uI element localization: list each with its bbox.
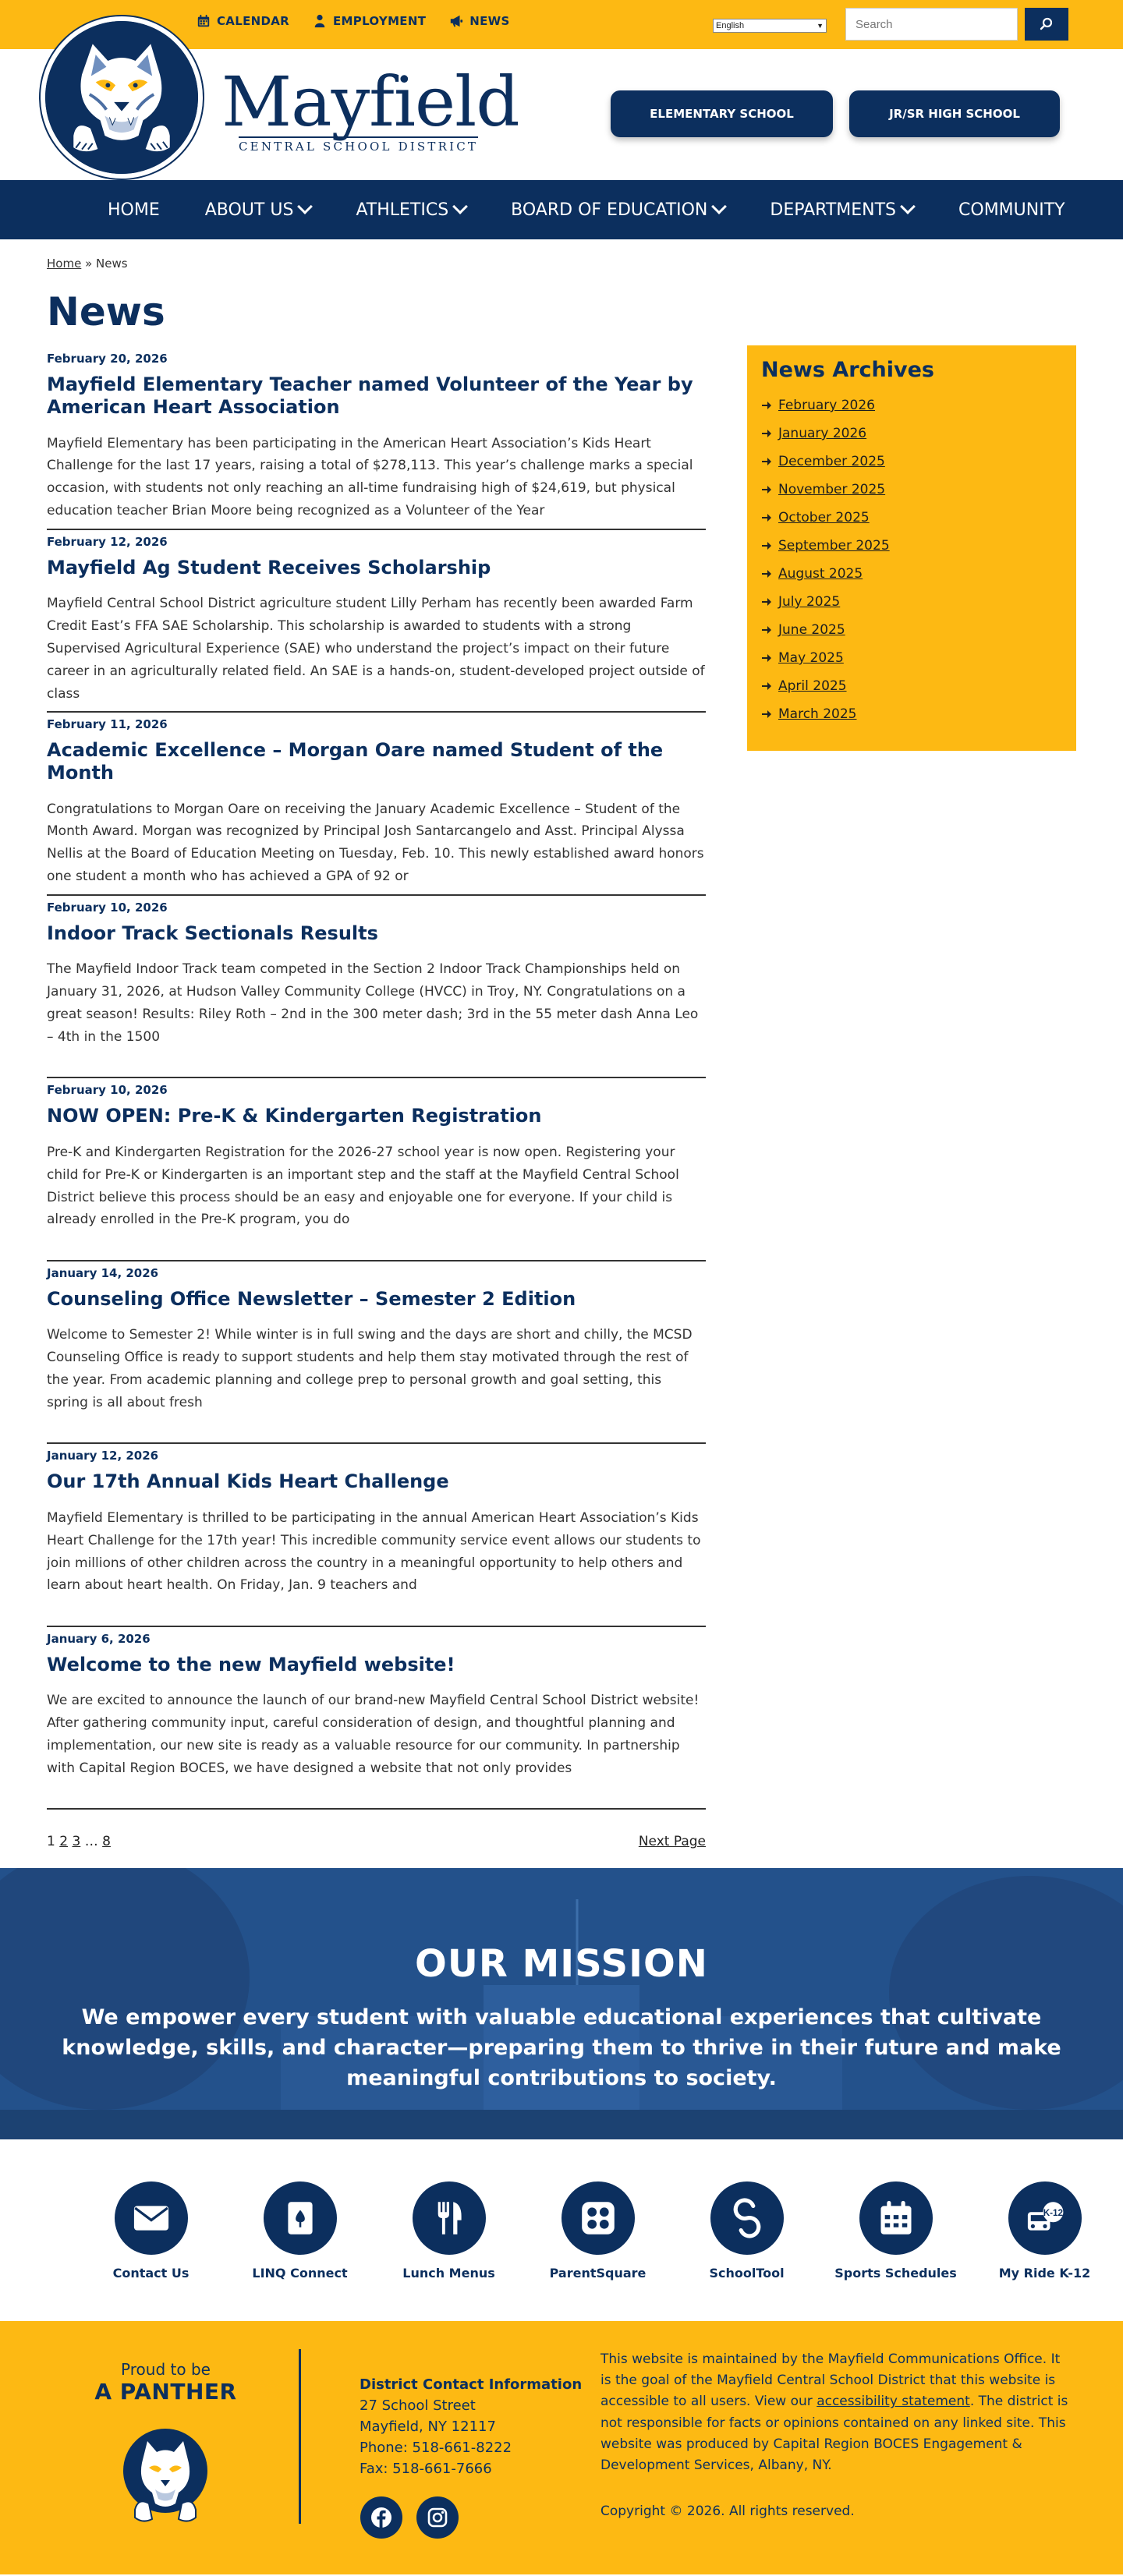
arrow-right-icon	[761, 709, 772, 720]
news-date: January 6, 2026	[47, 1631, 151, 1646]
page-current: 1	[47, 1834, 55, 1849]
schooltool-icon	[727, 2198, 767, 2238]
nav-item-departments[interactable]	[770, 200, 913, 220]
site-footer	[0, 2321, 1123, 2574]
news-excerpt: We are excited to announce the launch of our brand-new Mayfield Central School District website! After gathering community input, careful consideration of design, and thoughtful planning and implementation, our new site is ready as a valuable resource for our community. In partnership with Capital Region BOCES, we have designed a website that not only provides	[47, 1693, 700, 1776]
panther-mascot-icon	[121, 2422, 210, 2532]
nav-item-board-of-education[interactable]	[511, 200, 724, 220]
news-title-link[interactable]: Welcome to the new Mayfield website!	[47, 1653, 455, 1675]
bus-icon	[1025, 2198, 1065, 2238]
news-date: February 10, 2026	[47, 1083, 168, 1097]
quick-link-label: LINQ Connect	[252, 2266, 348, 2281]
quick-link-icon-circle	[710, 2181, 784, 2255]
archive-list	[761, 391, 1062, 728]
contact-heading: District Contact Information	[360, 2376, 583, 2393]
mission-section	[0, 1868, 1123, 2139]
elementary-school-button[interactable]: ELEMENTARY SCHOOL	[611, 90, 833, 137]
news-excerpt: Mayfield Central School District agriculture student Lilly Perham has recently been awarded Farm Credit East’s FFA SAE Scholarship. This scholarship is awarded to students with a strong Supervised Agricultural Experience (SAE) who understand the project’s impact on their future career in an agriculturally related field. An SAE is a hands-on, student-developed project outside of class	[47, 596, 705, 702]
envelope-icon	[131, 2198, 172, 2238]
news-item	[47, 1444, 706, 1627]
news-date: February 10, 2026	[47, 900, 168, 915]
quick-link-sports-schedules[interactable]	[821, 2181, 970, 2321]
quick-link-icon-circle	[115, 2181, 188, 2255]
page-link[interactable]: 2	[59, 1834, 69, 1849]
proud-line: Proud to be	[121, 2360, 211, 2379]
breadcrumb-current: News	[96, 257, 128, 271]
breadcrumb	[47, 257, 128, 271]
news-item	[47, 1078, 706, 1261]
quick-link-lunch-menus[interactable]	[374, 2181, 523, 2321]
linq-card-icon	[280, 2198, 321, 2238]
quick-link-label: Contact Us	[112, 2266, 190, 2281]
top-links	[197, 14, 510, 28]
news-item	[47, 347, 706, 530]
site-header	[0, 49, 1123, 180]
panther-tagline	[47, 2360, 285, 2404]
panther-logo-image	[45, 21, 198, 174]
search-placeholder: Search	[856, 17, 893, 31]
news-date: February 11, 2026	[47, 717, 168, 731]
panther-line: A PANTHER	[94, 2379, 237, 2404]
news-excerpt: Mayfield Elementary is thrilled to be participating in the annual American Heart Association’s Kids Heart Challenge for the 17th year! This incredible community service event allows our students to join millions of other children across the country in a meaningful opportunity to help others and learn about heart health. On Friday, Jan. 9 teachers and	[47, 1509, 701, 1594]
archive-item	[761, 560, 1062, 588]
archive-link[interactable]: January 2026	[778, 426, 867, 441]
archive-item	[761, 588, 1062, 616]
instagram-link[interactable]	[416, 2496, 459, 2539]
news-date: January 14, 2026	[47, 1265, 159, 1280]
calendar-icon	[197, 14, 211, 28]
chevron-down-icon	[711, 199, 727, 214]
news-title-link[interactable]: Mayfield Elementary Teacher named Volunteer of the Year by American Heart Association	[47, 373, 693, 418]
news-archives	[747, 345, 1076, 751]
district-contact	[360, 2374, 582, 2479]
quick-link-parentsquare[interactable]	[523, 2181, 672, 2321]
page-numbers	[47, 1834, 111, 1849]
page-link[interactable]: 3	[72, 1834, 81, 1849]
news-date: February 12, 2026	[47, 534, 168, 549]
accessibility-statement-link[interactable]: accessibility statement	[817, 2394, 970, 2410]
jr-sr-high-school-button[interactable]: JR/SR HIGH SCHOOL	[849, 90, 1060, 137]
main-content	[0, 239, 1123, 1868]
svg-text:K-12: K-12	[1043, 2207, 1063, 2218]
language-value: English	[716, 21, 745, 30]
quick-link-icon-circle	[859, 2181, 933, 2255]
nav-item-home[interactable]	[108, 200, 160, 220]
arrow-right-icon	[761, 653, 772, 663]
top-link-employment[interactable]	[313, 14, 426, 28]
archive-link[interactable]: May 2025	[778, 650, 844, 666]
archive-item	[761, 644, 1062, 672]
quick-link-icon-circle	[413, 2181, 486, 2255]
archive-link[interactable]: March 2025	[778, 706, 857, 722]
archive-item	[761, 700, 1062, 728]
nav-item-label: DEPARTMENTS	[770, 200, 897, 220]
quick-link-my-ride-k12[interactable]	[970, 2181, 1119, 2321]
arrow-right-icon	[761, 428, 772, 439]
quick-link-label: Sports Schedules	[834, 2266, 957, 2281]
quick-link-label: ParentSquare	[549, 2266, 647, 2281]
news-list	[47, 347, 706, 1810]
quick-link-schooltool[interactable]	[672, 2181, 821, 2321]
breadcrumb-home-link[interactable]: Home	[47, 257, 82, 271]
quick-link-contact-us[interactable]	[76, 2181, 225, 2321]
nav-item-label: ATHLETICS	[356, 200, 449, 220]
nav-item-label: ABOUT US	[204, 200, 294, 220]
search-input[interactable]	[845, 8, 1018, 41]
news-date: February 20, 2026	[47, 352, 168, 366]
nav-item-about-us[interactable]	[205, 200, 311, 220]
legal-text: . The district is not responsible for facts or opinions contained on any linked site. This website was produced by Capital Region BOCES Engagement & Development Services, Albany, NY.	[600, 2394, 1068, 2473]
calendar-icon	[876, 2198, 916, 2238]
archive-item	[761, 419, 1062, 448]
instagram-icon	[426, 2506, 449, 2529]
archive-item	[761, 448, 1062, 476]
archive-link[interactable]: July 2025	[778, 594, 841, 610]
archive-link[interactable]: November 2025	[778, 482, 886, 497]
utensils-icon	[429, 2198, 469, 2238]
pagination	[47, 1834, 706, 1849]
quick-links	[0, 2139, 1123, 2321]
arrow-right-icon	[761, 681, 772, 692]
archive-link[interactable]: April 2025	[778, 678, 847, 694]
mission-text: We empower every student with valuable educational experiences that cultivate knowledge, skills, and character—preparing them to thrive in their future and make meaningful contributions to society.	[62, 2005, 1061, 2091]
legal-text: This website is maintained by the Mayfield Communications Office. It is the goal of the Mayfield Central School District that this website is accessible to all users. View our	[600, 2351, 1061, 2410]
news-item	[47, 896, 706, 1079]
chevron-down-icon	[452, 199, 468, 214]
nav-item-athletics[interactable]	[356, 200, 466, 220]
archive-item	[761, 391, 1062, 419]
quick-link-icon-circle	[562, 2181, 635, 2255]
panther-logo[interactable]	[41, 16, 203, 179]
archive-link[interactable]: October 2025	[778, 510, 870, 525]
district-name[interactable]: Mayfield	[221, 62, 519, 142]
news-title-link[interactable]: Academic Excellence – Morgan Oare named Student of the Month	[47, 739, 664, 784]
quick-link-linq-connect[interactable]	[225, 2181, 374, 2321]
person-icon	[313, 14, 327, 28]
archive-item	[761, 672, 1062, 700]
chevron-down-icon: ▼	[817, 22, 824, 30]
search-button[interactable]	[1025, 8, 1068, 41]
top-link-news[interactable]	[449, 14, 509, 28]
archive-item	[761, 504, 1062, 532]
contact-address-line: Mayfield, NY 12117	[360, 2419, 496, 2435]
contact-fax: Fax: 518-661-7666	[360, 2461, 492, 2477]
arrow-right-icon	[761, 400, 772, 411]
news-title-link[interactable]: Indoor Track Sectionals Results	[47, 922, 378, 944]
news-title-link[interactable]: Counseling Office Newsletter – Semester 2 Edition	[47, 1287, 576, 1310]
mission-title: OUR MISSION	[415, 1942, 708, 1986]
arrow-right-icon	[761, 512, 772, 523]
archive-link[interactable]: June 2025	[778, 622, 845, 638]
news-excerpt: Mayfield Elementary has been participating in the American Heart Association’s Kids Heart Challenge for the last 17 years, raising a total of $278,113. This year’s challenge marks a special occasion, with students not only reaching an all-time fundraising high of $24,619, but physical education teacher Brian Moore being recognized as a Volunteer of the Year	[47, 435, 693, 519]
news-date: January 12, 2026	[47, 1449, 159, 1463]
megaphone-icon	[449, 14, 463, 28]
nav-item-community[interactable]	[958, 200, 1065, 220]
next-page-link[interactable]: Next Page	[638, 1834, 706, 1849]
nav-item-label: COMMUNITY	[958, 200, 1065, 220]
breadcrumb-separator: »	[85, 257, 93, 271]
contact-address-line: 27 School Street	[360, 2397, 476, 2414]
chevron-down-icon	[900, 199, 916, 214]
news-item	[47, 1261, 706, 1445]
archive-link[interactable]: September 2025	[778, 538, 890, 554]
quick-link-label: SchoolTool	[709, 2266, 785, 2281]
arrow-right-icon	[761, 540, 772, 551]
archive-item	[761, 532, 1062, 560]
main-nav	[0, 180, 1123, 239]
page-ellipsis: …	[84, 1834, 98, 1849]
news-item	[47, 1627, 706, 1810]
facebook-link[interactable]	[360, 2496, 402, 2539]
archive-link[interactable]: February 2026	[778, 398, 875, 413]
quick-link-label: Lunch Menus	[402, 2266, 495, 2281]
copyright: Copyright © 2026. All rights reserved.	[600, 2503, 855, 2519]
archive-title: News Archives	[761, 358, 934, 382]
news-item	[47, 713, 706, 896]
news-item	[47, 530, 706, 713]
arrow-right-icon	[761, 484, 772, 495]
news-title-link[interactable]: NOW OPEN: Pre-K & Kindergarten Registration	[47, 1105, 542, 1127]
top-link-calendar[interactable]	[197, 14, 289, 28]
top-link-label: EMPLOYMENT	[333, 14, 427, 28]
legal-notice	[600, 2349, 1068, 2476]
quick-link-icon-circle	[264, 2181, 337, 2255]
page-title: News	[47, 289, 165, 334]
news-title-link[interactable]: Mayfield Ag Student Receives Scholarship	[47, 556, 491, 579]
archive-item	[761, 476, 1062, 504]
parentsquare-icon	[578, 2198, 618, 2238]
news-title-link[interactable]: Our 17th Annual Kids Heart Challenge	[47, 1470, 449, 1492]
facebook-icon	[370, 2506, 393, 2529]
arrow-right-icon	[761, 568, 772, 579]
quick-link-icon-circle	[1008, 2181, 1082, 2255]
district-subtitle: CENTRAL SCHOOL DISTRICT	[239, 136, 478, 154]
top-link-label: NEWS	[469, 14, 510, 28]
language-select[interactable]	[713, 19, 827, 33]
arrow-right-icon	[761, 456, 772, 467]
archive-item	[761, 616, 1062, 644]
search-icon	[1039, 16, 1054, 32]
news-excerpt: Pre-K and Kindergarten Registration for the 2026-27 school year is now open. Registering your child for Pre-K or Kindergarten is an important step and the staff at the Mayfield Central School District believe this process should be an easy and enjoyable one for everyone. If your child is already enrolled in the Pre-K program, you do	[47, 1144, 679, 1228]
nav-item-label: HOME	[108, 200, 160, 220]
chevron-down-icon	[298, 199, 314, 214]
archive-link[interactable]: August 2025	[778, 566, 863, 582]
arrow-right-icon	[761, 596, 772, 607]
page-link-last[interactable]: 8	[102, 1834, 111, 1849]
nav-item-label: BOARD OF EDUCATION	[511, 200, 708, 220]
quick-link-label: My Ride K-12	[998, 2266, 1091, 2281]
arrow-right-icon	[761, 625, 772, 635]
social-links	[360, 2496, 459, 2539]
archive-link[interactable]: December 2025	[778, 454, 885, 469]
contact-phone[interactable]: Phone: 518-661-8222	[360, 2440, 512, 2456]
news-excerpt: The Mayfield Indoor Track team competed in the Section 2 Indoor Track Championships held on January 31, 2026, at Hudson Valley Community College (HVCC) in Troy, NY. Congratulations on a great season! Results: Riley Roth – 2nd in the 300 meter dash; 3rd in the 55 meter dash Anna Leo – 4th in the 1500	[47, 961, 699, 1045]
footer-divider	[299, 2349, 301, 2524]
news-excerpt: Congratulations to Morgan Oare on receiving the January Academic Excellence – Student of the Month Award. Morgan was recognized by Principal Josh Santarcangelo and Asst. Principal Alyssa Nellis at the Board of Education Meeting on Tuesday, Feb. 10. This newly established award honors one student a month who has achieved a GPA of 92 or	[47, 801, 704, 885]
news-excerpt: Welcome to Semester 2! While winter is in full swing and the days are short and chilly, the MCSD Counseling Office is ready to support students and help them stay motivated through the rest of the year. From academic planning and college prep to personal growth and goal setting, this spring is all about fresh	[47, 1327, 693, 1410]
top-link-label: CALENDAR	[217, 14, 289, 28]
